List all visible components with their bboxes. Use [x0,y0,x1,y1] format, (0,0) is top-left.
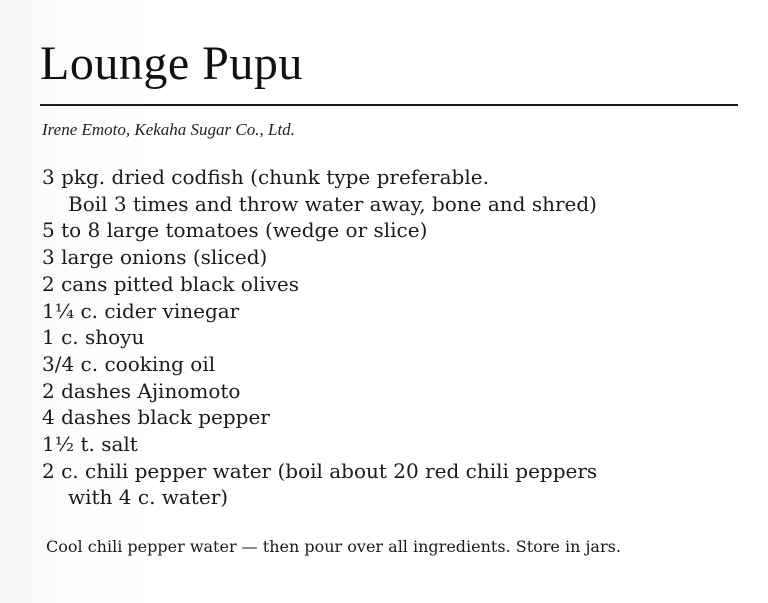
ingredient-item [42,244,597,271]
ingredient-item [42,351,597,378]
ingredient-item [42,217,597,244]
ingredient-item [42,298,597,325]
ingredient-text: 3/4 c. cooking oil [42,351,216,376]
ingredient-item [42,164,597,217]
recipe-title: Lounge Pupu [40,37,303,90]
ingredient-text: 1½ t. salt [42,432,138,457]
ingredient-text: 3 pkg. dried codfish (chunk type preferable. [42,165,489,189]
ingredient-list [42,164,597,511]
ingredient-text: 5 to 8 large tomatoes (wedge or slice) [42,218,428,243]
ingredient-item [42,458,597,511]
ingredient-text: 2 cans pitted black olives [42,271,300,296]
ingredient-item [42,271,597,298]
ingredient-item [42,404,597,431]
ingredient-text-continued: with 4 c. water) [68,485,229,510]
ingredient-item [42,324,597,351]
ingredient-item [42,378,597,405]
ingredient-text: 4 dashes black pepper [42,405,270,430]
ingredient-text: 3 large onions (sliced) [42,245,268,270]
ingredient-text: 1¼ c. cider vinegar [42,298,240,323]
recipe-byline: Irene Emoto, Kekaha Sugar Co., Ltd. [42,120,295,139]
ingredient-text-continued: Boil 3 times and throw water away, bone and shred) [68,191,597,216]
ingredient-text: 1 c. shoyu [42,325,145,350]
ingredient-text: 2 c. chili pepper water (boil about 20 red chili peppers [42,458,598,483]
ingredient-text: 2 dashes Ajinomoto [42,378,241,403]
recipe-instructions: Cool chili pepper water — then pour over all ingredients. Store in jars. [46,537,621,556]
ingredient-item [42,431,597,458]
title-divider [40,104,738,106]
